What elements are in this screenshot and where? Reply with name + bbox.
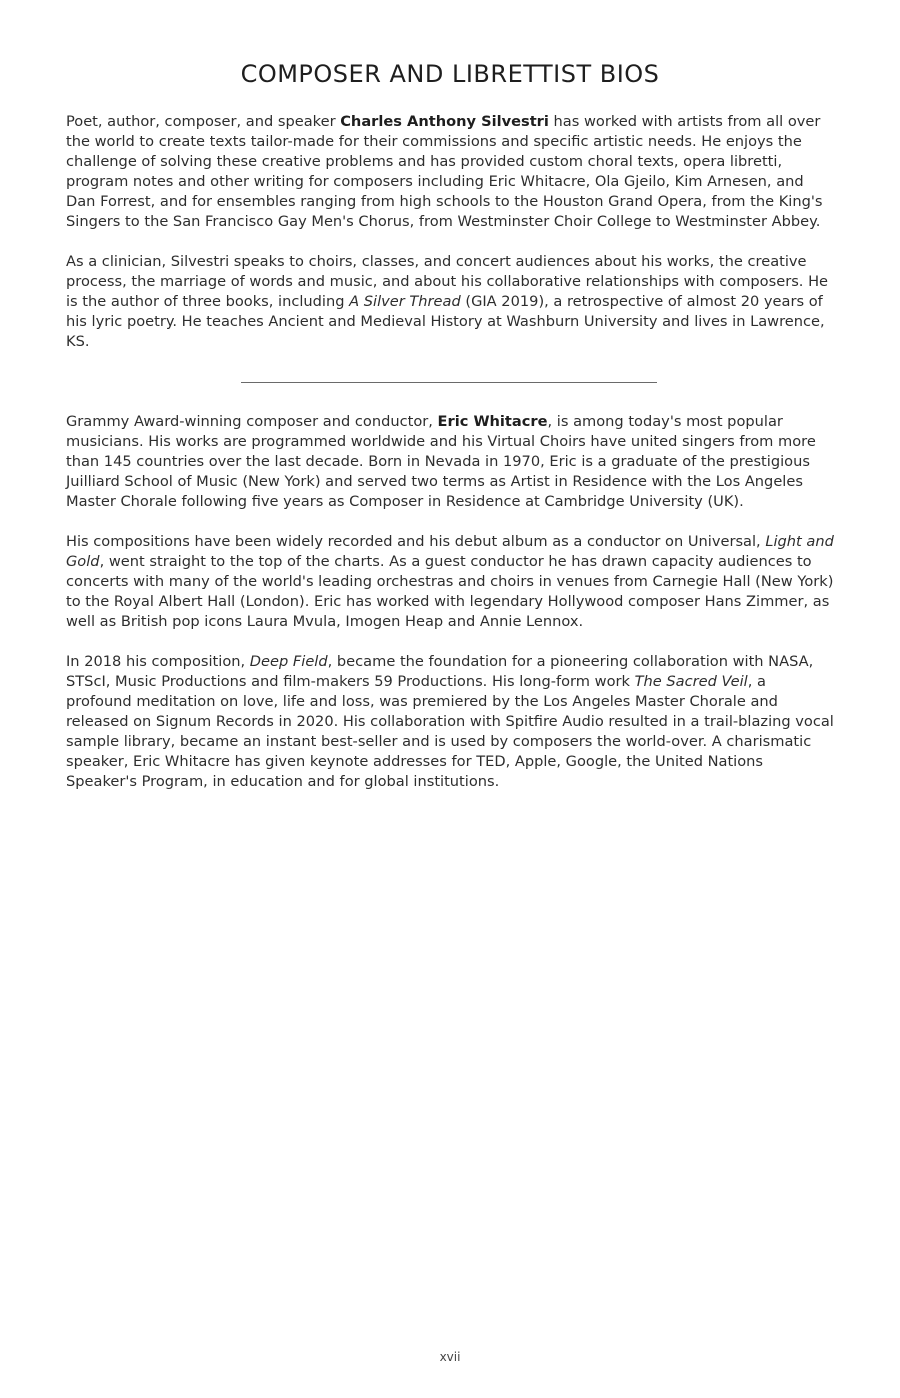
whitacre-bio-paragraph-1 xyxy=(66,412,836,512)
section-divider xyxy=(241,382,657,383)
text-run: , a profound meditation on love, life and loss, was premiered by the Los Angeles Master Chorale and released on Signum Records in 2020. His collaboration with Spitfire Audio resulted in a trail-blazing vocal sample library, became an instant best-seller and is used by composers the world-over. A charismatic speaker, Eric Whitacre has given keynote addresses for TED, Apple, Google, the United Nations Speaker's Program, in education and for global institutions. xyxy=(66,673,834,790)
text-run: In 2018 his composition, xyxy=(66,653,250,670)
text-run: , went straight to the top of the charts. As a guest conductor he has drawn capacity audiences to concerts with many of the world's leading orchestras and choirs in venues from Carnegie Hall (New York) to the Royal Albert Hall (London). Eric has worked with legendary Hollywood composer Hans Zimmer, as well as British pop icons Laura Mvula, Imogen Heap and Annie Lennox. xyxy=(66,553,834,630)
page-title: COMPOSER AND LIBRETTIST BIOS xyxy=(240,60,660,88)
text-run: (GIA 2019), a retrospective of almost 20 years of his lyric poetry. He teaches Ancient and Medieval History at Washburn University and lives in Lawrence, KS. xyxy=(66,293,825,350)
whitacre-bio-paragraph-3 xyxy=(66,652,836,792)
work-title: The Sacred Veil xyxy=(634,673,748,690)
text-run: , became the foundation for a pioneering collaboration with NASA, STScI, Music Productions and film-makers 59 Productions. His long-form work xyxy=(66,653,814,690)
whitacre-name: Eric Whitacre xyxy=(437,413,548,430)
whitacre-bio-paragraph-2 xyxy=(66,532,836,632)
text-run: , is among today's most popular musicians. His works are programmed worldwide and his Virtual Choirs have united singers from more than 145 countries over the last decade. Born in Nevada in 1970, Eric is a graduate of the prestigious Juilliard School of Music (New York) and served two terms as Artist in Residence with the Los Angeles Master Chorale following five years as Composer in Residence at Cambridge University (UK). xyxy=(66,413,816,510)
bios-body xyxy=(66,112,836,812)
work-title: Deep Field xyxy=(249,653,328,670)
text-run: Poet, author, composer, and speaker xyxy=(66,113,341,130)
silvestri-name: Charles Anthony Silvestri xyxy=(340,113,549,130)
silvestri-bio-paragraph-2 xyxy=(66,252,836,352)
section-divider-wrap xyxy=(66,372,836,412)
text-run: Grammy Award-winning composer and conductor, xyxy=(66,413,438,430)
silvestri-bio-paragraph-1 xyxy=(66,112,836,232)
album-title: Light and Gold xyxy=(66,533,834,570)
book-title: A Silver Thread xyxy=(349,293,461,310)
text-run: has worked with artists from all over the world to create texts tailor-made for their commissions and specific artistic needs. He enjoys the challenge of solving these creative problems and has provided custom choral texts, opera libretti, program notes and other writing for composers including Eric Whitacre, Ola Gjeilo, Kim Arnesen, and Dan Forrest, and for ensembles ranging from high schools to the Houston Grand Opera, from the King's Singers to the San Francisco Gay Men's Chorus, from Westminster Choir College to Westminster Abbey. xyxy=(66,113,823,230)
page-number: xvii xyxy=(439,1350,461,1364)
text-run: His compositions have been widely recorded and his debut album as a conductor on Universal, xyxy=(66,533,766,550)
text-run: As a clinician, Silvestri speaks to choirs, classes, and concert audiences about his works, the creative process, the marriage of words and music, and about his collaborative relationships with composers. He is the author of three books, including xyxy=(66,253,829,310)
